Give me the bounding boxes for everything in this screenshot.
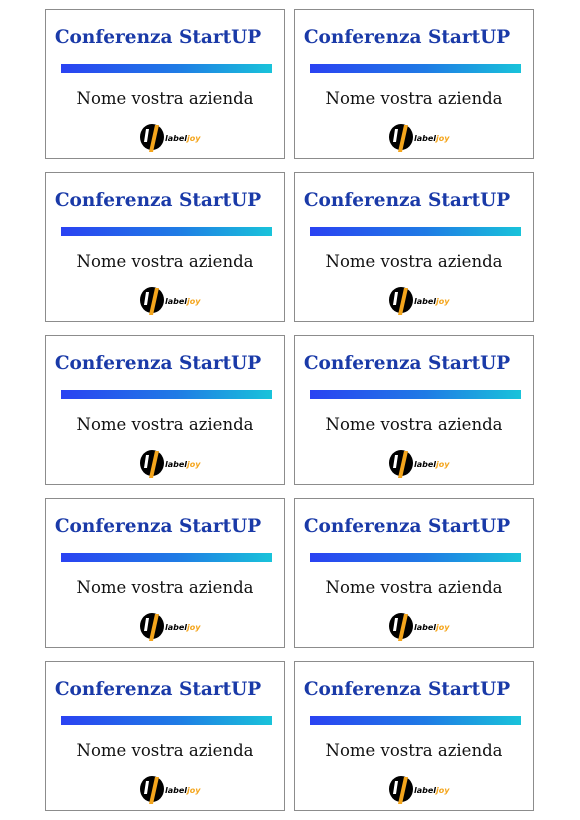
badge-company-name: Nome vostra azienda xyxy=(325,89,503,108)
svg-text:joy: joy xyxy=(187,297,201,306)
badge-gradient-bar xyxy=(310,390,521,399)
svg-text:joy: joy xyxy=(436,623,450,632)
labeljoy-logo-icon xyxy=(139,774,199,808)
badge-company-name: Nome vostra azienda xyxy=(325,415,503,434)
badge-company-name: Nome vostra azienda xyxy=(325,578,503,597)
svg-text:joy: joy xyxy=(187,623,201,632)
labeljoy-logo-icon xyxy=(388,448,448,482)
labeljoy-logo-icon xyxy=(388,774,448,808)
badge-card xyxy=(45,172,285,322)
badge-title: Conferenza StartUP xyxy=(303,27,511,48)
svg-text:label: label xyxy=(165,623,188,632)
svg-text:label: label xyxy=(165,460,188,469)
badge-gradient-bar xyxy=(61,716,272,725)
labeljoy-logo-icon xyxy=(388,611,448,645)
svg-text:joy: joy xyxy=(187,786,201,795)
svg-text:label: label xyxy=(414,134,437,143)
badge-title: Conferenza StartUP xyxy=(303,190,511,211)
badge-card xyxy=(45,498,285,648)
badge-card xyxy=(294,172,534,322)
labeljoy-logo-icon xyxy=(388,285,448,319)
labeljoy-logo-icon xyxy=(388,122,448,156)
svg-text:label: label xyxy=(165,786,188,795)
svg-text:joy: joy xyxy=(436,460,450,469)
badge-company-name: Nome vostra azienda xyxy=(325,252,503,271)
badge-gradient-bar xyxy=(61,227,272,236)
badge-card xyxy=(294,9,534,159)
svg-text:joy: joy xyxy=(436,297,450,306)
badge-company-name: Nome vostra azienda xyxy=(76,578,254,597)
badge-company-name: Nome vostra azienda xyxy=(325,741,503,760)
svg-text:joy: joy xyxy=(187,134,201,143)
badge-company-name: Nome vostra azienda xyxy=(76,89,254,108)
badge-company-name: Nome vostra azienda xyxy=(76,741,254,760)
badge-title: Conferenza StartUP xyxy=(54,516,262,537)
badge-card xyxy=(294,335,534,485)
badge-title: Conferenza StartUP xyxy=(303,516,511,537)
labeljoy-logo-icon xyxy=(139,448,199,482)
svg-text:joy: joy xyxy=(187,460,201,469)
svg-text:label: label xyxy=(165,297,188,306)
badge-card xyxy=(45,661,285,811)
labeljoy-logo-icon xyxy=(139,122,199,156)
badge-card xyxy=(45,9,285,159)
badge-gradient-bar xyxy=(310,64,521,73)
badge-gradient-bar xyxy=(61,64,272,73)
svg-text:label: label xyxy=(414,786,437,795)
badge-title: Conferenza StartUP xyxy=(303,353,511,374)
badge-title: Conferenza StartUP xyxy=(54,190,262,211)
badge-company-name: Nome vostra azienda xyxy=(76,252,254,271)
badge-gradient-bar xyxy=(310,227,521,236)
badge-title: Conferenza StartUP xyxy=(54,353,262,374)
svg-text:joy: joy xyxy=(436,786,450,795)
badge-company-name: Nome vostra azienda xyxy=(76,415,254,434)
labeljoy-logo-icon xyxy=(139,611,199,645)
badge-card xyxy=(294,498,534,648)
badge-gradient-bar xyxy=(310,553,521,562)
badge-title: Conferenza StartUP xyxy=(303,679,511,700)
svg-text:label: label xyxy=(165,134,188,143)
badge-title: Conferenza StartUP xyxy=(54,27,262,48)
svg-text:joy: joy xyxy=(436,134,450,143)
badge-gradient-bar xyxy=(61,553,272,562)
badge-gradient-bar xyxy=(310,716,521,725)
badge-title: Conferenza StartUP xyxy=(54,679,262,700)
labeljoy-logo-icon xyxy=(139,285,199,319)
badge-gradient-bar xyxy=(61,390,272,399)
svg-text:label: label xyxy=(414,623,437,632)
svg-text:label: label xyxy=(414,460,437,469)
badge-card xyxy=(45,335,285,485)
svg-text:label: label xyxy=(414,297,437,306)
badge-card xyxy=(294,661,534,811)
